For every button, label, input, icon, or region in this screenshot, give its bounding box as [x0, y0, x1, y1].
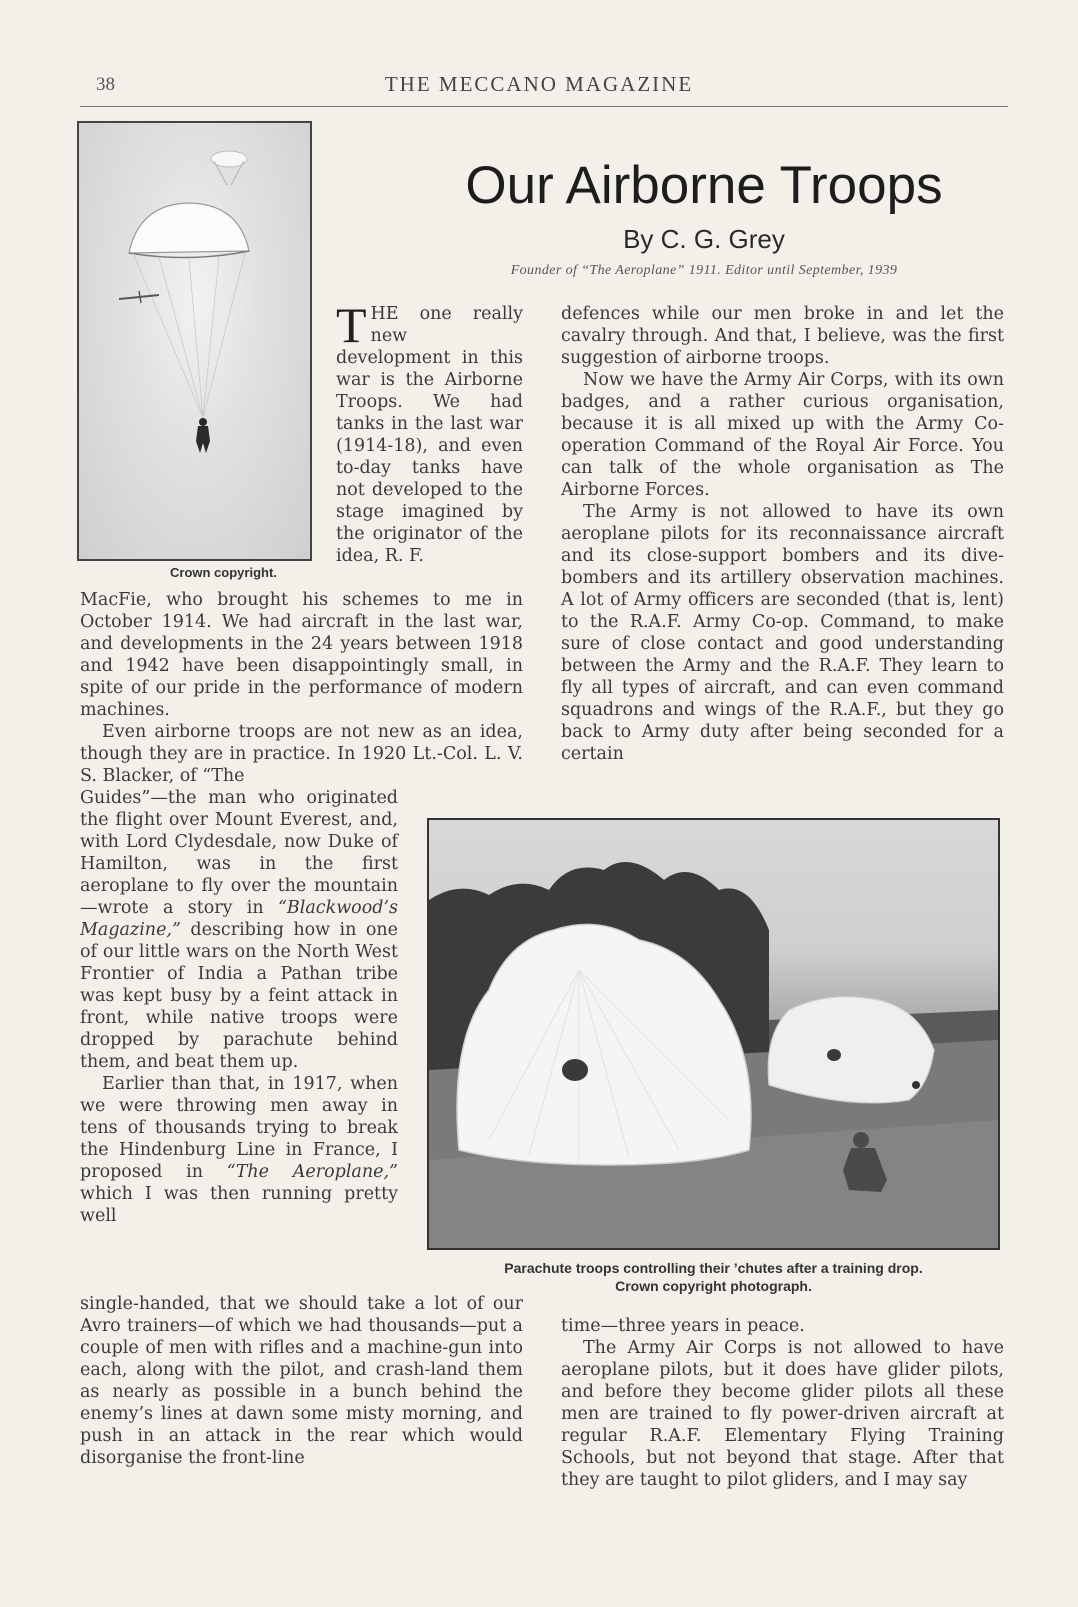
author-credential: Founder of “The Aeroplane” 1911. Editor until September, 1939	[510, 263, 898, 278]
intro-paragraph	[336, 297, 523, 567]
article-title: Our Airborne Troops	[465, 156, 943, 215]
blackwoods-title: “Blackwood’s Magazine,”	[80, 898, 398, 940]
photo1-caption: Crown copyright.	[170, 565, 277, 580]
paratrooper-photo	[77, 121, 312, 561]
paragraph-three-years: time—three years in peace.	[561, 1316, 805, 1336]
text-1917-2: which I was then running pretty well	[80, 1184, 398, 1226]
page-number: 38	[96, 74, 115, 95]
paratrooper-illustration	[79, 123, 310, 559]
paragraph-defences: defences while our men broke in and let the cavalry through. And that, I believe, was the first suggestion of airborne troops.	[561, 304, 1004, 368]
right-column-upper	[561, 303, 1004, 765]
guides-text: Guides”—the man who originated the flight over Mount Everest, and, with Lord Clydesdale, now Duke of Hamilton, was in the first aeroplane to fly over the mountain—wrote a story in	[80, 788, 398, 918]
aeroplane-title: “The Aeroplane,”	[226, 1162, 399, 1182]
paragraph-1917	[80, 1073, 398, 1227]
paragraph-glider-pilots: The Army Air Corps is not allowed to have aeroplane pilots, but it does have glider pilots, and before they become glider pilots all these men are trained to fly power-driven aircraft at regular R.A.F. Elementary Flying Training Schools, but not beyond that stage. After that they are taught to pilot gliders, and I may say	[561, 1338, 1004, 1490]
parachute-ground-illustration	[429, 820, 998, 1248]
photo2-caption-line2: Crown copyright photograph.	[615, 1278, 812, 1294]
left-column-narrow	[80, 787, 398, 1227]
photo2-caption	[427, 1259, 1000, 1295]
drop-cap: T	[336, 297, 367, 353]
paragraph-avro: single-handed, that we should take a lot of our Avro trainers—of which we had thousands—put a couple of men with rifles and a machine-gun into each, along with the pilot, and crash-land them as nearly as possible in a bunch behind the enemy’s lines at dawn some misty morning, and push in an attack in the rear which would disorganise the front-line	[80, 1294, 523, 1468]
text-1917: Earlier than that, in 1917, when we were throwing men away in tens of thousands trying to break the Hindenburg Line in France, I proposed in	[80, 1074, 398, 1182]
intro-text: HE one really new development in this war is the Airborne Troops. We had tanks in the last war (1914-18), and even to-day tanks have not developed to the stage imagined by the originator of the idea, R. F.	[336, 304, 523, 566]
paragraph-army-pilots: The Army is not allowed to have its own aeroplane pilots for its reconnaissance aircraft and its close-support bombers and its dive-bombers and its artillery observation machines. A lot of Army officers are seconded (that is, lent) to the R.A.F. Army Co-op. Command, to make sure of close contact and good understanding between the Army and the R.A.F. They learn to fly all types of aircraft, and can even command squadrons and wings of the R.A.F., but they go back to Army duty after being seconded for a certain	[561, 502, 1004, 764]
paragraph-airborne-idea: Even airborne troops are not new as an idea, though they are in practice. In 1920 Lt.-Col. L. V. S. Blacker, of “The	[80, 722, 523, 786]
header-rule	[80, 106, 1008, 107]
left-column-upper	[80, 589, 523, 787]
right-column-lower	[561, 1315, 1004, 1491]
paragraph-guides	[80, 787, 398, 1073]
left-column-lower	[80, 1293, 523, 1469]
paragraph-army-air-corps: Now we have the Army Air Corps, with its own badges, and a rather curious organisation, because it is all mixed up with the Army Co-operation Command of the Royal Air Force. You can talk of the whole organisation as The Airborne Forces.	[561, 370, 1004, 500]
guides-text-2: describing how in one of our little wars on the North West Frontier of India a Pathan tribe was kept busy by a feint attack in front, while native troops were dropped by parachute behind them, and beat them up.	[80, 920, 398, 1072]
article-byline: By C. G. Grey	[623, 224, 785, 254]
paragraph-macfie: MacFie, who brought his schemes to me in October 1914. We had aircraft in the last war, and developments in the 24 years between 1918 and 1942 have been disappointingly small, in spite of our pride in the performance of modern machines.	[80, 590, 523, 720]
magazine-title: THE MECCANO MAGAZINE	[384, 72, 694, 96]
parachute-troops-photo	[427, 818, 1000, 1250]
photo2-caption-line1: Parachute troops controlling their ’chutes after a training drop.	[504, 1260, 923, 1276]
